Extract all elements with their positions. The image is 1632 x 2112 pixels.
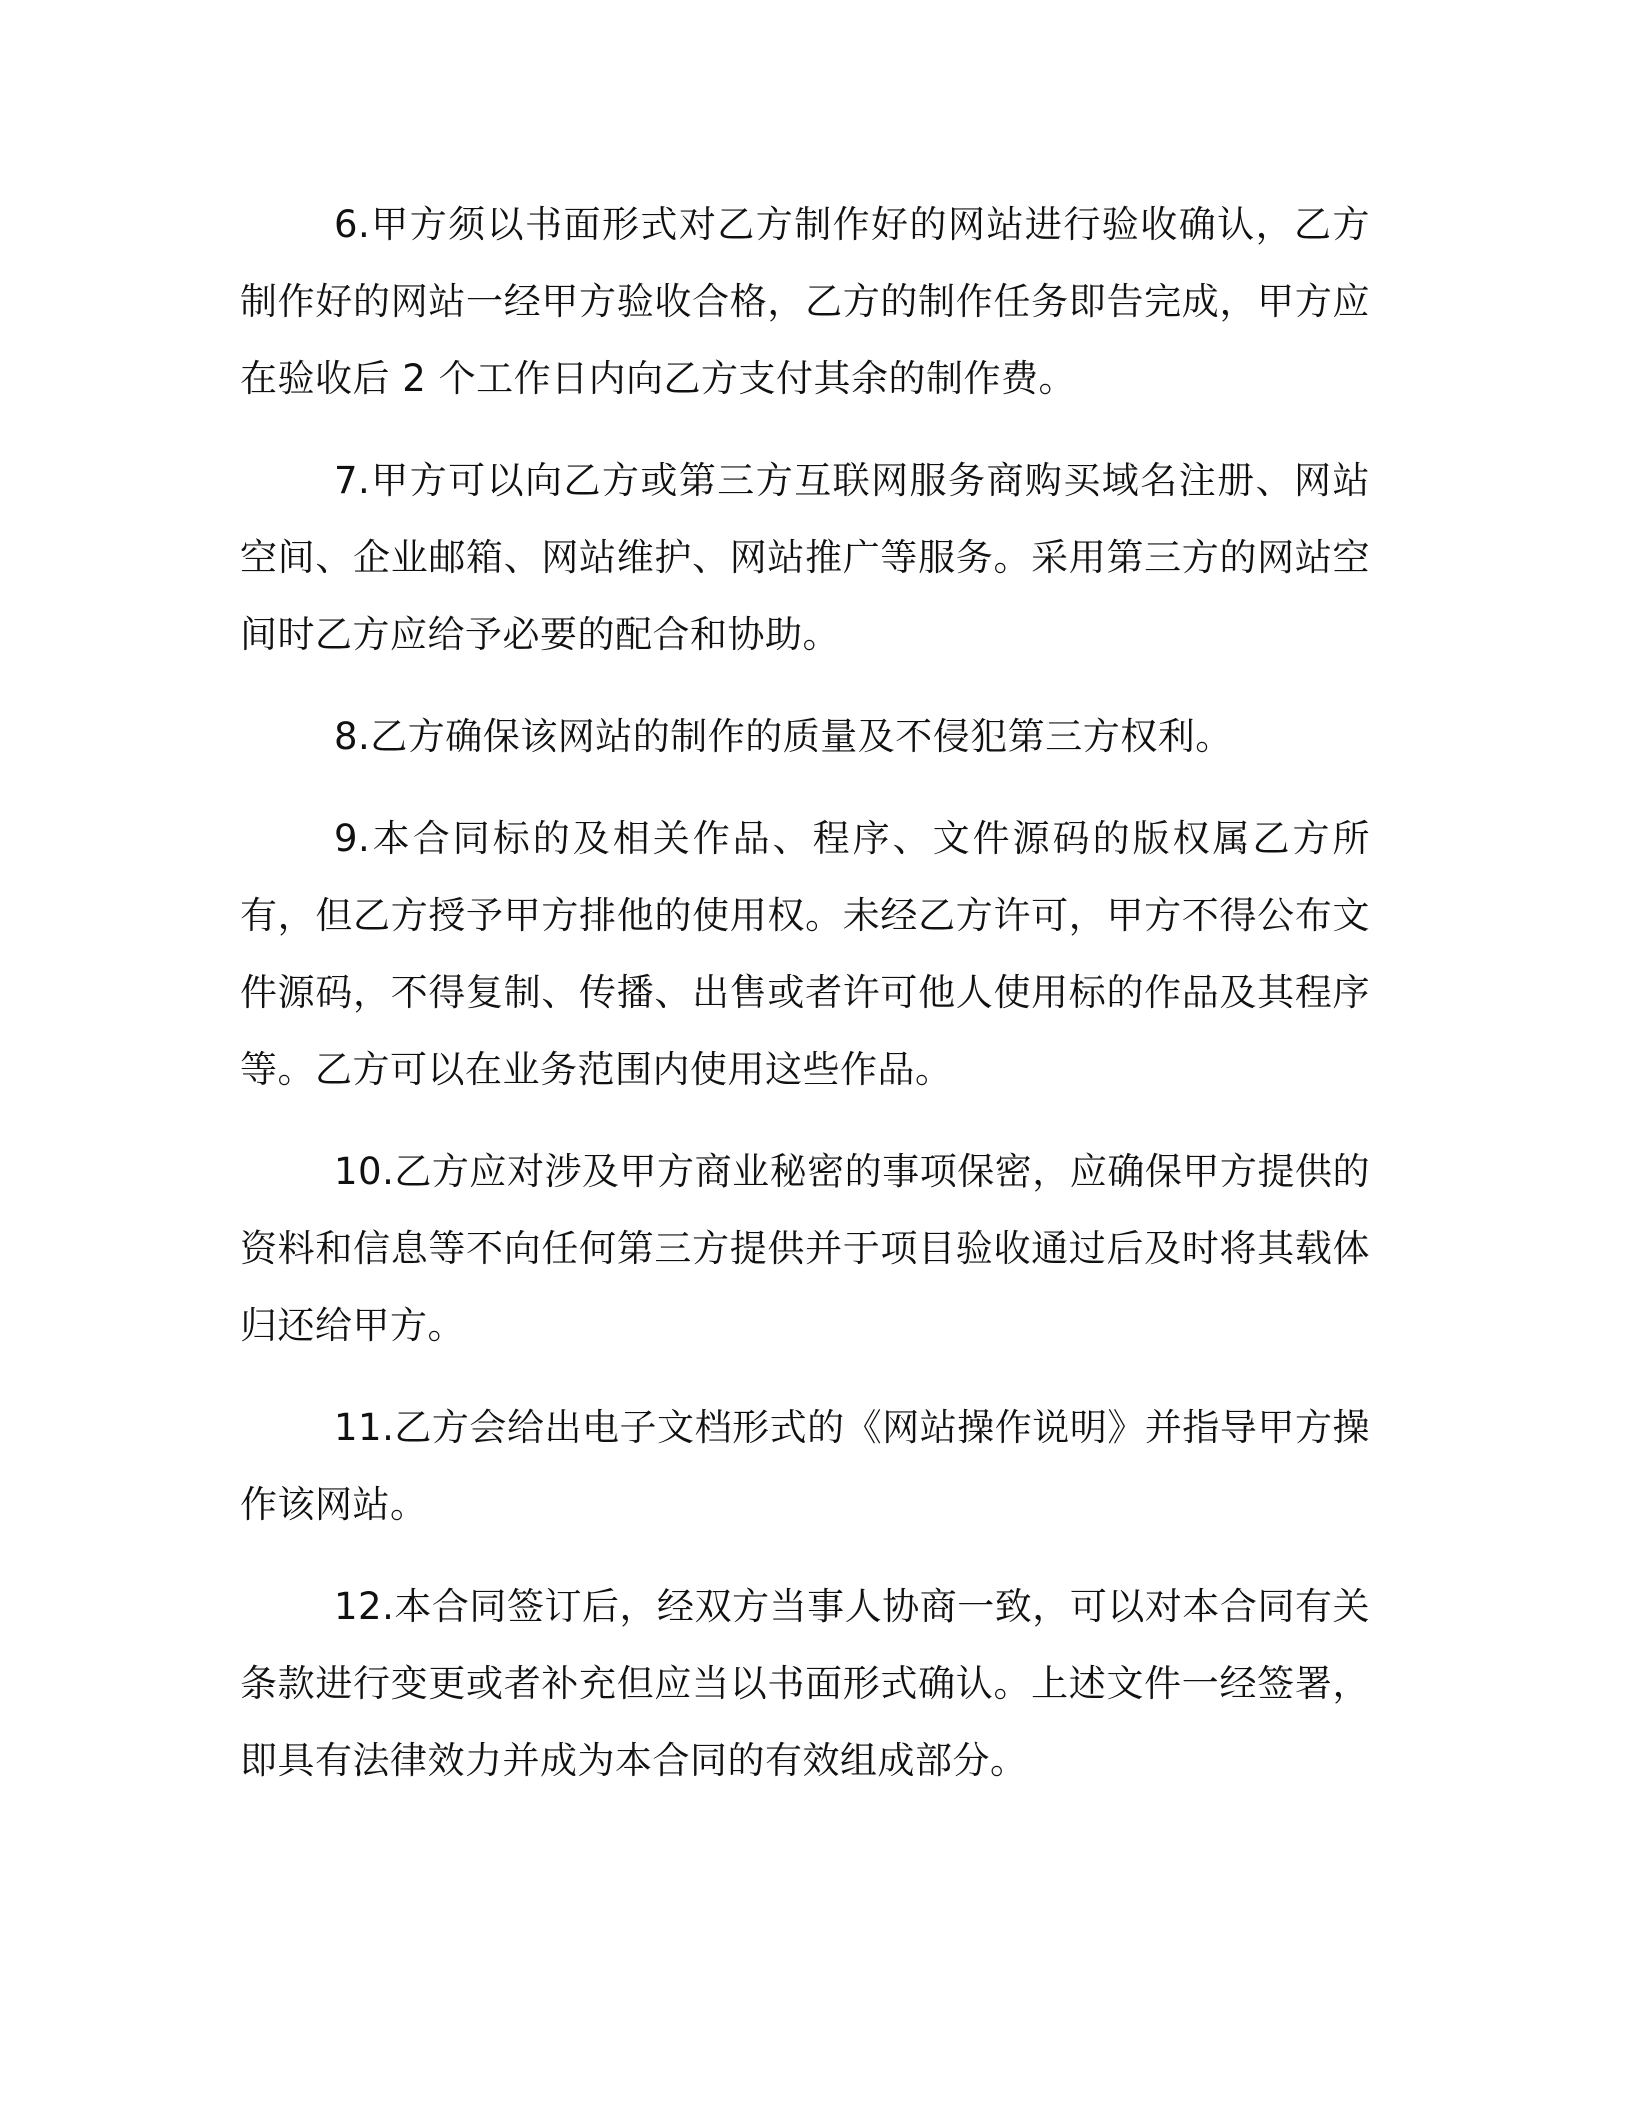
clause-6: 6.甲方须以书面形式对乙方制作好的网站进行验收确认，乙方制作好的网站一经甲方验收合格，乙方的制作任务即告完成，甲方应在验收后 2 个工作日内向乙方支付其余的制作费。 xyxy=(240,203,1370,400)
clause-12: 12.本合同签订后，经双方当事人协商一致，可以对本合同有关条款进行变更或者补充但应当以书面形式确认。上述文件一经签署，即具有法律效力并成为本合同的有效组成部分。 xyxy=(240,1585,1370,1782)
clause-10: 10.乙方应对涉及甲方商业秘密的事项保密，应确保甲方提供的资料和信息等不向任何第三方提供并于项目验收通过后及时将其载体归还给甲方。 xyxy=(240,1150,1370,1347)
document-body xyxy=(240,186,1370,1799)
clause-8: 8.乙方确保该网站的制作的质量及不侵犯第三方权利。 xyxy=(334,715,1233,758)
clause-11: 11.乙方会给出电子文档形式的《网站操作说明》并指导甲方操作该网站。 xyxy=(240,1406,1370,1526)
clause-7: 7.甲方可以向乙方或第三方互联网服务商购买域名注册、网站空间、企业邮箱、网站维护、网站推广等服务。采用第三方的网站空间时乙方应给予必要的配合和协助。 xyxy=(240,459,1370,656)
clause-9: 9.本合同标的及相关作品、程序、文件源码的版权属乙方所有，但乙方授予甲方排他的使用权。未经乙方许可，甲方不得公布文件源码，不得复制、传播、出售或者许可他人使用标的作品及其程序等。乙方可以在业务范围内使用这些作品。 xyxy=(240,817,1370,1091)
